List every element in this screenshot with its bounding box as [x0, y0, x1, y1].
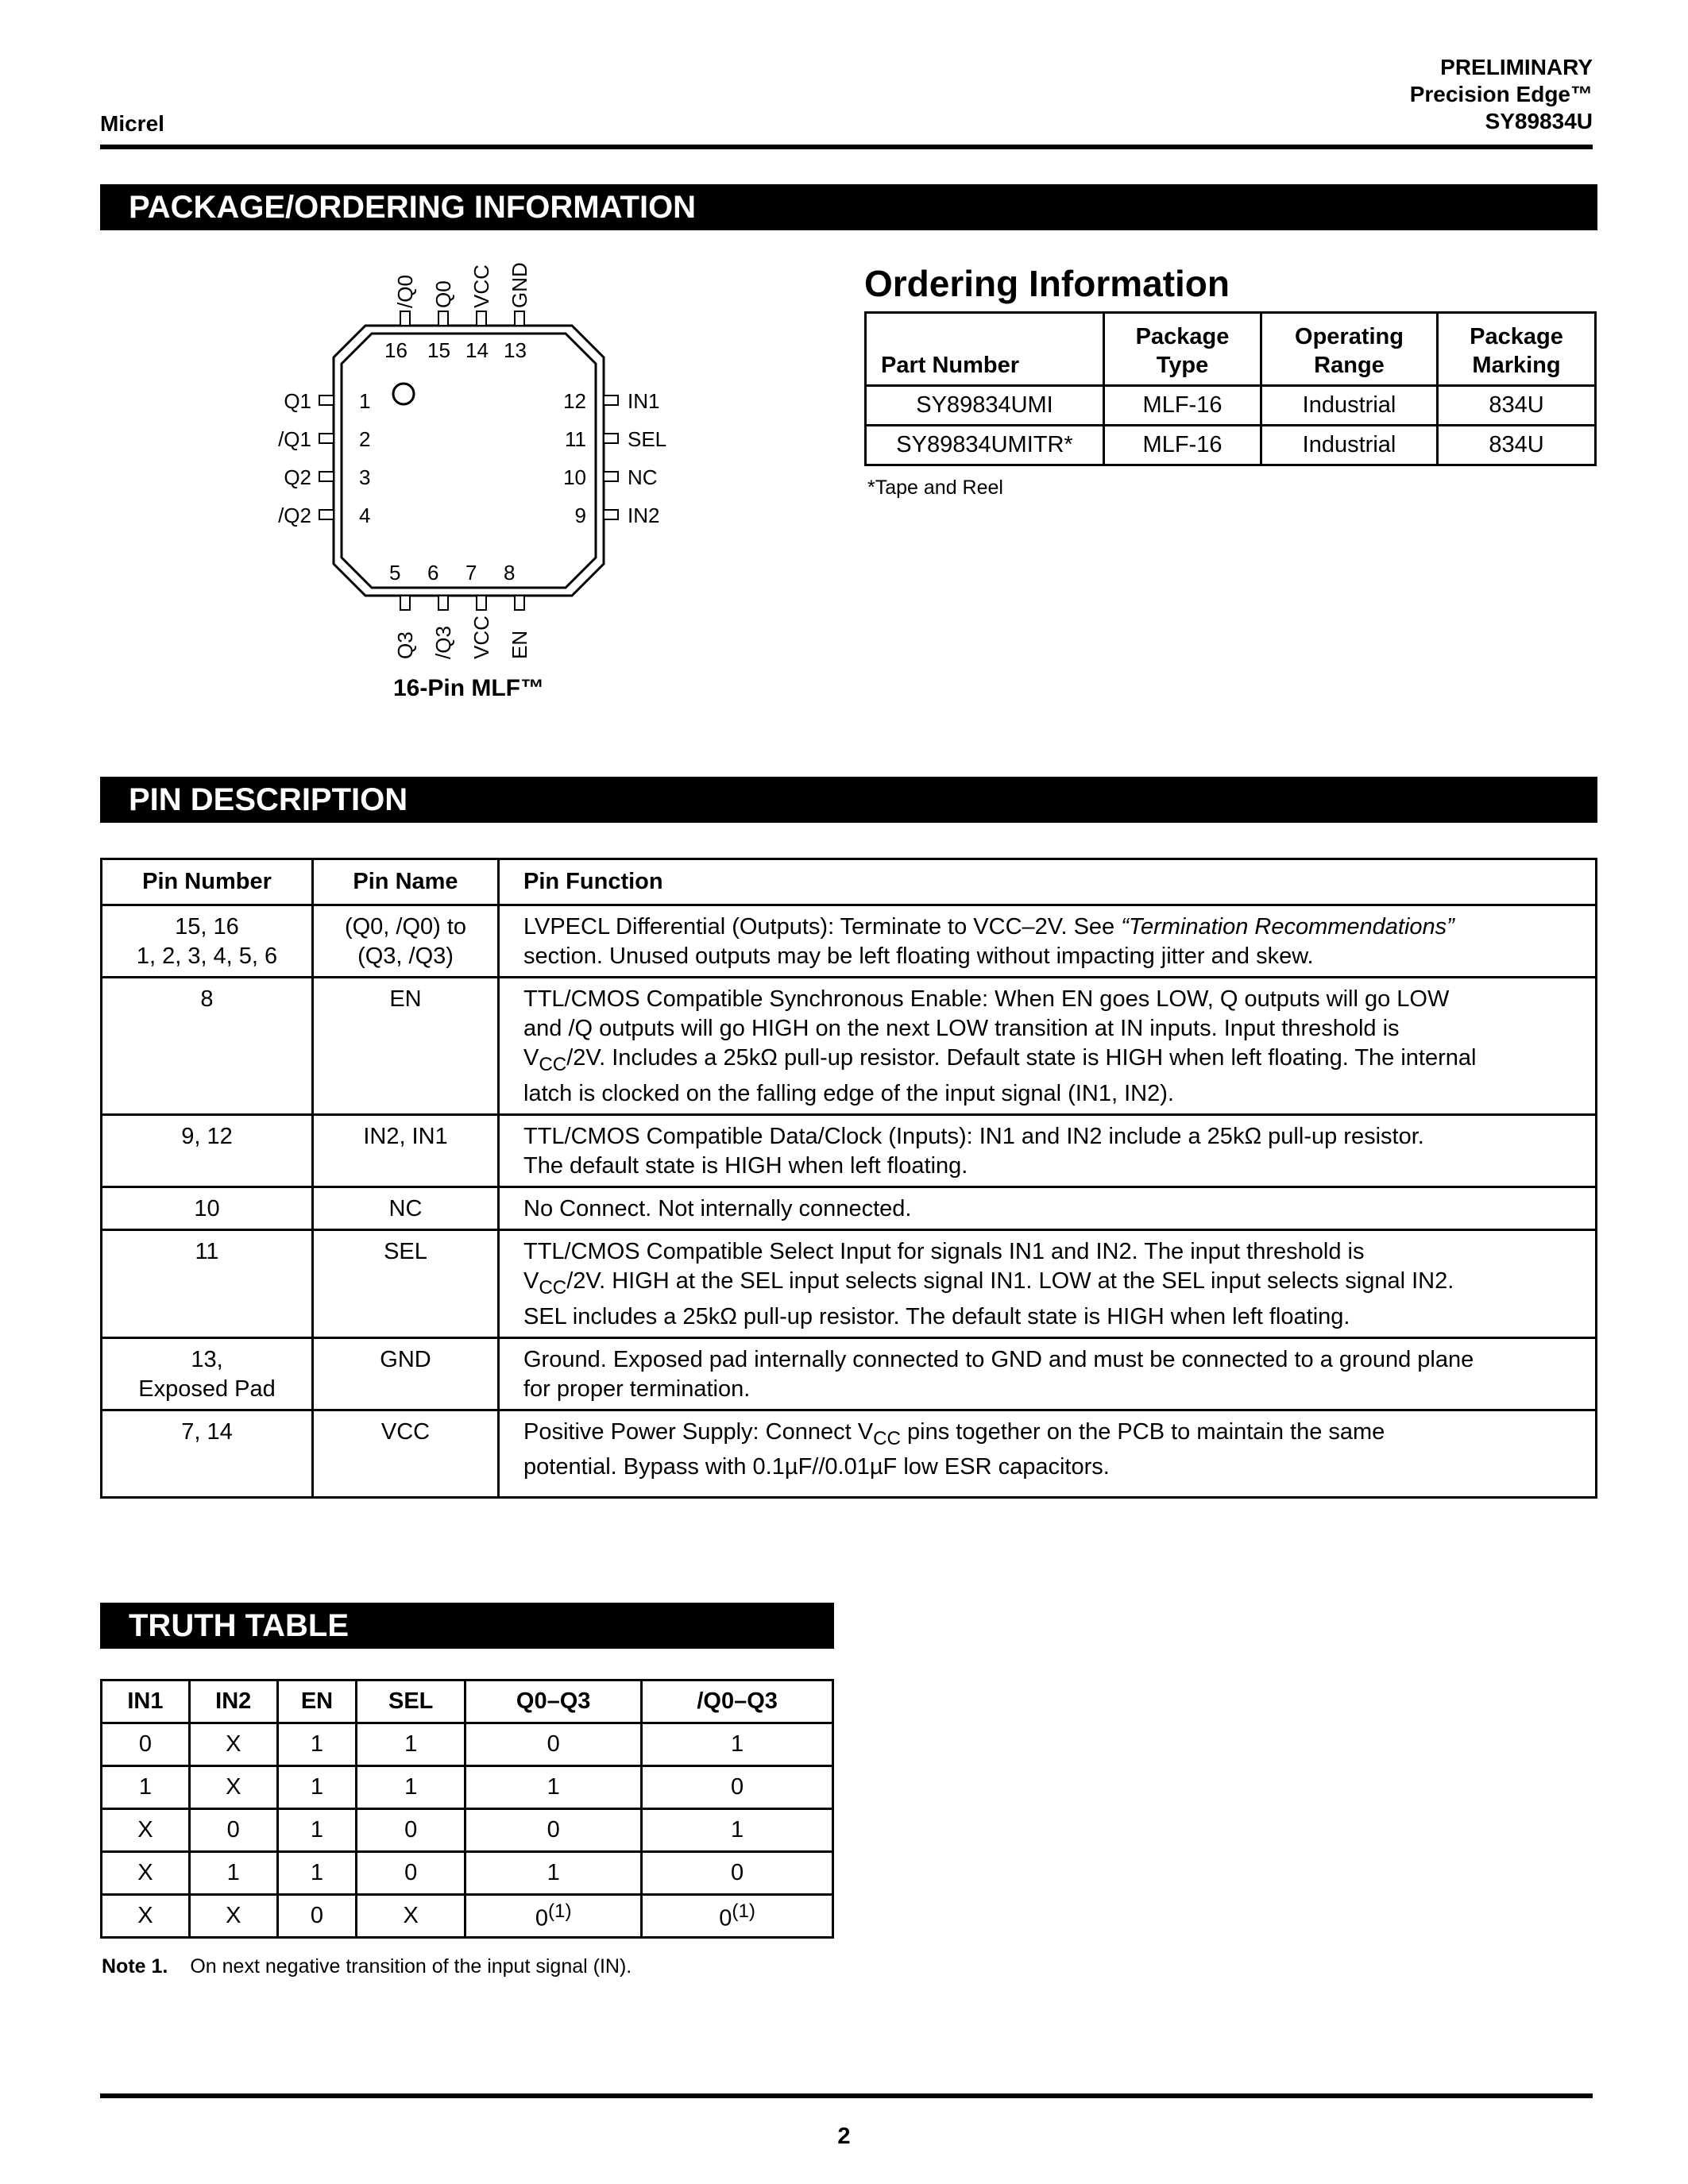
table-cell: 0$^{(1)}$	[642, 1895, 833, 1938]
truth-table	[100, 1679, 834, 1939]
pin-pad	[319, 434, 334, 443]
truth-header: IN2	[189, 1680, 277, 1723]
pin-number-cell: 10	[102, 1187, 313, 1229]
pin-number: 10	[563, 465, 586, 489]
table-cell: 1	[465, 1766, 642, 1809]
pin-name-cell: NC	[313, 1187, 499, 1229]
ordering-header: Package Marking	[1438, 313, 1596, 386]
note-label: Note 1.	[102, 1955, 168, 1978]
table-cell: 1	[357, 1723, 465, 1766]
table-row	[102, 1809, 833, 1852]
table-cell: X	[189, 1895, 277, 1938]
pin-label: NC	[628, 465, 658, 489]
pin-number: 2	[359, 427, 371, 451]
pin-number: 4	[359, 504, 371, 527]
pin-label: GND	[508, 262, 531, 308]
pin-label: IN1	[628, 389, 660, 413]
ordering-title: Ordering Information	[864, 263, 1230, 304]
table-cell: X	[102, 1809, 190, 1852]
package-inner-outline	[342, 334, 596, 588]
pin-pad	[477, 311, 486, 326]
table-row	[102, 905, 1597, 978]
pin-number-cell: 15, 16 1, 2, 3, 4, 5, 6	[102, 905, 313, 978]
pin-number: 6	[427, 561, 439, 585]
table-cell: X	[189, 1723, 277, 1766]
table-cell: 1	[642, 1723, 833, 1766]
pin-number-cell: 8	[102, 978, 313, 1115]
pin-label: VCC	[469, 264, 493, 308]
table-cell: SY89834UMITR*	[866, 426, 1104, 465]
ordering-note: *Tape and Reel	[867, 477, 1003, 499]
table-row	[102, 1410, 1597, 1498]
pin-header-row	[102, 859, 1597, 905]
pin-label: Q2	[284, 465, 311, 489]
pin-number: 13	[504, 338, 527, 362]
table-cell: 1	[277, 1809, 357, 1852]
table-cell: 0	[465, 1723, 642, 1766]
package-pin-labels	[278, 262, 666, 659]
pin-label: VCC	[469, 615, 493, 659]
table-row	[102, 1337, 1597, 1410]
pin-number: 14	[465, 338, 489, 362]
table-cell: 0$^{(1)}$	[465, 1895, 642, 1938]
ordering-header: Operating Range	[1261, 313, 1438, 386]
pin-pad	[604, 472, 618, 481]
pin-header: Pin Name	[313, 859, 499, 905]
pin-label: /Q2	[278, 504, 311, 527]
table-row	[866, 426, 1596, 465]
table-cell: 0	[465, 1809, 642, 1852]
pin-number: 3	[359, 465, 371, 489]
table-cell: 0	[189, 1809, 277, 1852]
pin-number: 12	[563, 389, 586, 413]
page-number: 2	[837, 2124, 851, 2149]
table-row	[102, 1114, 1597, 1187]
table-row	[102, 1766, 833, 1809]
pin-label: Q0	[431, 280, 455, 308]
table-cell: X	[102, 1895, 190, 1938]
truth-header: /Q0–Q3	[642, 1680, 833, 1723]
table-cell: X	[357, 1895, 465, 1938]
pin-number: 9	[574, 504, 586, 527]
pin-function-cell: Ground. Exposed pad internally connected to GND and must be connected to a ground plane for proper termination.	[499, 1337, 1597, 1410]
pin-pad	[604, 396, 618, 405]
footnote-mark: (1)	[732, 1900, 755, 1922]
table-cell: 0	[102, 1723, 190, 1766]
table-cell: 0	[642, 1852, 833, 1895]
footer-divider	[100, 2093, 1593, 2098]
pin-label: SEL	[628, 427, 667, 451]
pin-label: IN2	[628, 504, 660, 527]
pin-number: 1	[359, 389, 371, 413]
cross-reference: “Termination Recommendations”	[1121, 914, 1454, 940]
truth-header: SEL	[357, 1680, 465, 1723]
footnote-mark: (1)	[547, 1900, 572, 1922]
table-cell: 0	[357, 1852, 465, 1895]
table-cell: 1	[465, 1852, 642, 1895]
pin-number: 15	[427, 338, 450, 362]
table-cell: 1	[642, 1809, 833, 1852]
table-cell: 1	[277, 1766, 357, 1809]
package-diagram	[270, 254, 683, 667]
pin-number: 16	[384, 338, 408, 362]
note-text: On next negative transition of the input signal (IN).	[190, 1955, 632, 1978]
company-name: Micrel	[100, 111, 164, 136]
table-cell: 0	[642, 1766, 833, 1809]
table-row	[102, 1723, 833, 1766]
pin-header: Pin Number	[102, 859, 313, 905]
pin-number-cell: 9, 12	[102, 1114, 313, 1187]
pin-number-cell: 11	[102, 1229, 313, 1337]
pin-pad	[319, 472, 334, 481]
pin-function-cell: TTL/CMOS Compatible Select Input for signals IN1 and IN2. The input threshold is $V_{CC}/2V$. HIGH at the SEL input selects signal IN1. LOW at the SEL input selects signal IN2. SEL includes a 25kΩ pull-up resistor. The default state is HIGH when left floating.	[499, 1229, 1597, 1337]
pin-name-cell: (Q0, /Q0) to (Q3, /Q3)	[313, 905, 499, 978]
table-row	[102, 1852, 833, 1895]
pin-pad	[438, 596, 448, 610]
status-label: PRELIMINARY	[1440, 55, 1593, 79]
ordering-header-row	[866, 313, 1596, 386]
pin-function-cell: TTL/CMOS Compatible Synchronous Enable: When EN goes LOW, Q outputs will go LOW and /Q outputs will go HIGH on the next LOW transition at IN inputs. Input threshold is $V_{CC}/2V$. Includes a 25kΩ pull-up resistor. Default state is HIGH when left floating. The internal latch is clocked on the falling edge of the input signal (IN1, IN2).	[499, 978, 1597, 1115]
pin-function-cell: Positive Power Supply: Connect $V_{CC}$ pins together on the PCB to maintain the same potential. Bypass with 0.1µF//0.01µF low ESR capacitors.	[499, 1410, 1597, 1498]
ordering-header: Part Number	[866, 313, 1104, 386]
table-cell: MLF-16	[1104, 386, 1261, 426]
pin-pad	[438, 311, 448, 326]
pin-pad	[515, 311, 524, 326]
table-cell: Industrial	[1261, 426, 1438, 465]
table-row	[102, 978, 1597, 1115]
pin-name-cell: EN	[313, 978, 499, 1115]
pin-function-cell: LVPECL Differential (Outputs): Terminate to VCC–2V. See “Termination Recommendations” section. Unused outputs may be left floating without impacting jitter and skew.	[499, 905, 1597, 978]
pin-pad	[604, 434, 618, 443]
pin-label: EN	[508, 630, 531, 659]
pin-label: /Q3	[431, 626, 455, 659]
truth-header: IN1	[102, 1680, 190, 1723]
pin-number: 11	[565, 427, 586, 451]
table-cell: 1	[277, 1852, 357, 1895]
pin-pad	[477, 596, 486, 610]
pin-pad	[400, 596, 410, 610]
section-banner-pins: PIN DESCRIPTION	[100, 777, 1597, 823]
table-cell: SY89834UMI	[866, 386, 1104, 426]
table-cell: Industrial	[1261, 386, 1438, 426]
pin-label: /Q0	[393, 275, 417, 308]
pin-pad	[400, 311, 410, 326]
pin-pad	[604, 510, 618, 519]
table-cell: 0	[277, 1895, 357, 1938]
table-cell: X	[189, 1766, 277, 1809]
pin-number: 7	[465, 561, 477, 585]
part-label: SY89834U	[1485, 109, 1593, 133]
pin-function-cell: No Connect. Not internally connected.	[499, 1187, 1597, 1229]
pin-number-cell: 13, Exposed Pad	[102, 1337, 313, 1410]
table-cell: X	[102, 1852, 190, 1895]
pin-name-cell: IN2, IN1	[313, 1114, 499, 1187]
pin-header: Pin Function	[499, 859, 1597, 905]
header-divider	[100, 145, 1593, 149]
pin-pad	[515, 596, 524, 610]
truth-header-row	[102, 1680, 833, 1723]
truth-header: EN	[277, 1680, 357, 1723]
ordering-header: Package Type	[1104, 313, 1261, 386]
table-row	[102, 1229, 1597, 1337]
pin-pad	[319, 396, 334, 405]
table-cell: 1	[102, 1766, 190, 1809]
pin-name-cell: SEL	[313, 1229, 499, 1337]
series-label: Precision Edge™	[1409, 82, 1593, 106]
table-row	[866, 386, 1596, 426]
package-caption: 16-Pin MLF™	[392, 675, 544, 701]
pin-number-cell: 7, 14	[102, 1410, 313, 1498]
table-cell: 1	[357, 1766, 465, 1809]
table-cell: MLF-16	[1104, 426, 1261, 465]
header-right	[1410, 54, 1593, 135]
section-banner-truth: TRUTH TABLE	[100, 1603, 834, 1649]
table-row	[102, 1895, 833, 1938]
table-cell: 834U	[1438, 426, 1596, 465]
truth-table-note	[102, 1955, 632, 1978]
ordering-table	[864, 311, 1597, 466]
pin-name-cell: VCC	[313, 1410, 499, 1498]
pin1-marker	[393, 384, 414, 404]
pin-name-cell: GND	[313, 1337, 499, 1410]
pin-function-cell: TTL/CMOS Compatible Data/Clock (Inputs): IN1 and IN2 include a 25kΩ pull-up resistor. The default state is HIGH when left floating.	[499, 1114, 1597, 1187]
pin-number: 5	[389, 561, 401, 585]
table-cell: 1	[277, 1723, 357, 1766]
table-row	[102, 1187, 1597, 1229]
pin-pad	[319, 510, 334, 519]
pin-description-table	[100, 858, 1597, 1499]
pin-label: /Q1	[278, 427, 311, 451]
pin-label: Q1	[284, 389, 311, 413]
table-cell: 834U	[1438, 386, 1596, 426]
table-cell: 0	[357, 1809, 465, 1852]
package-outline	[334, 326, 604, 596]
pin-label: Q3	[393, 631, 417, 659]
truth-header: Q0–Q3	[465, 1680, 642, 1723]
section-banner-package: PACKAGE/ORDERING INFORMATION	[100, 184, 1597, 230]
pin-number: 8	[504, 561, 516, 585]
table-cell: 1	[189, 1852, 277, 1895]
